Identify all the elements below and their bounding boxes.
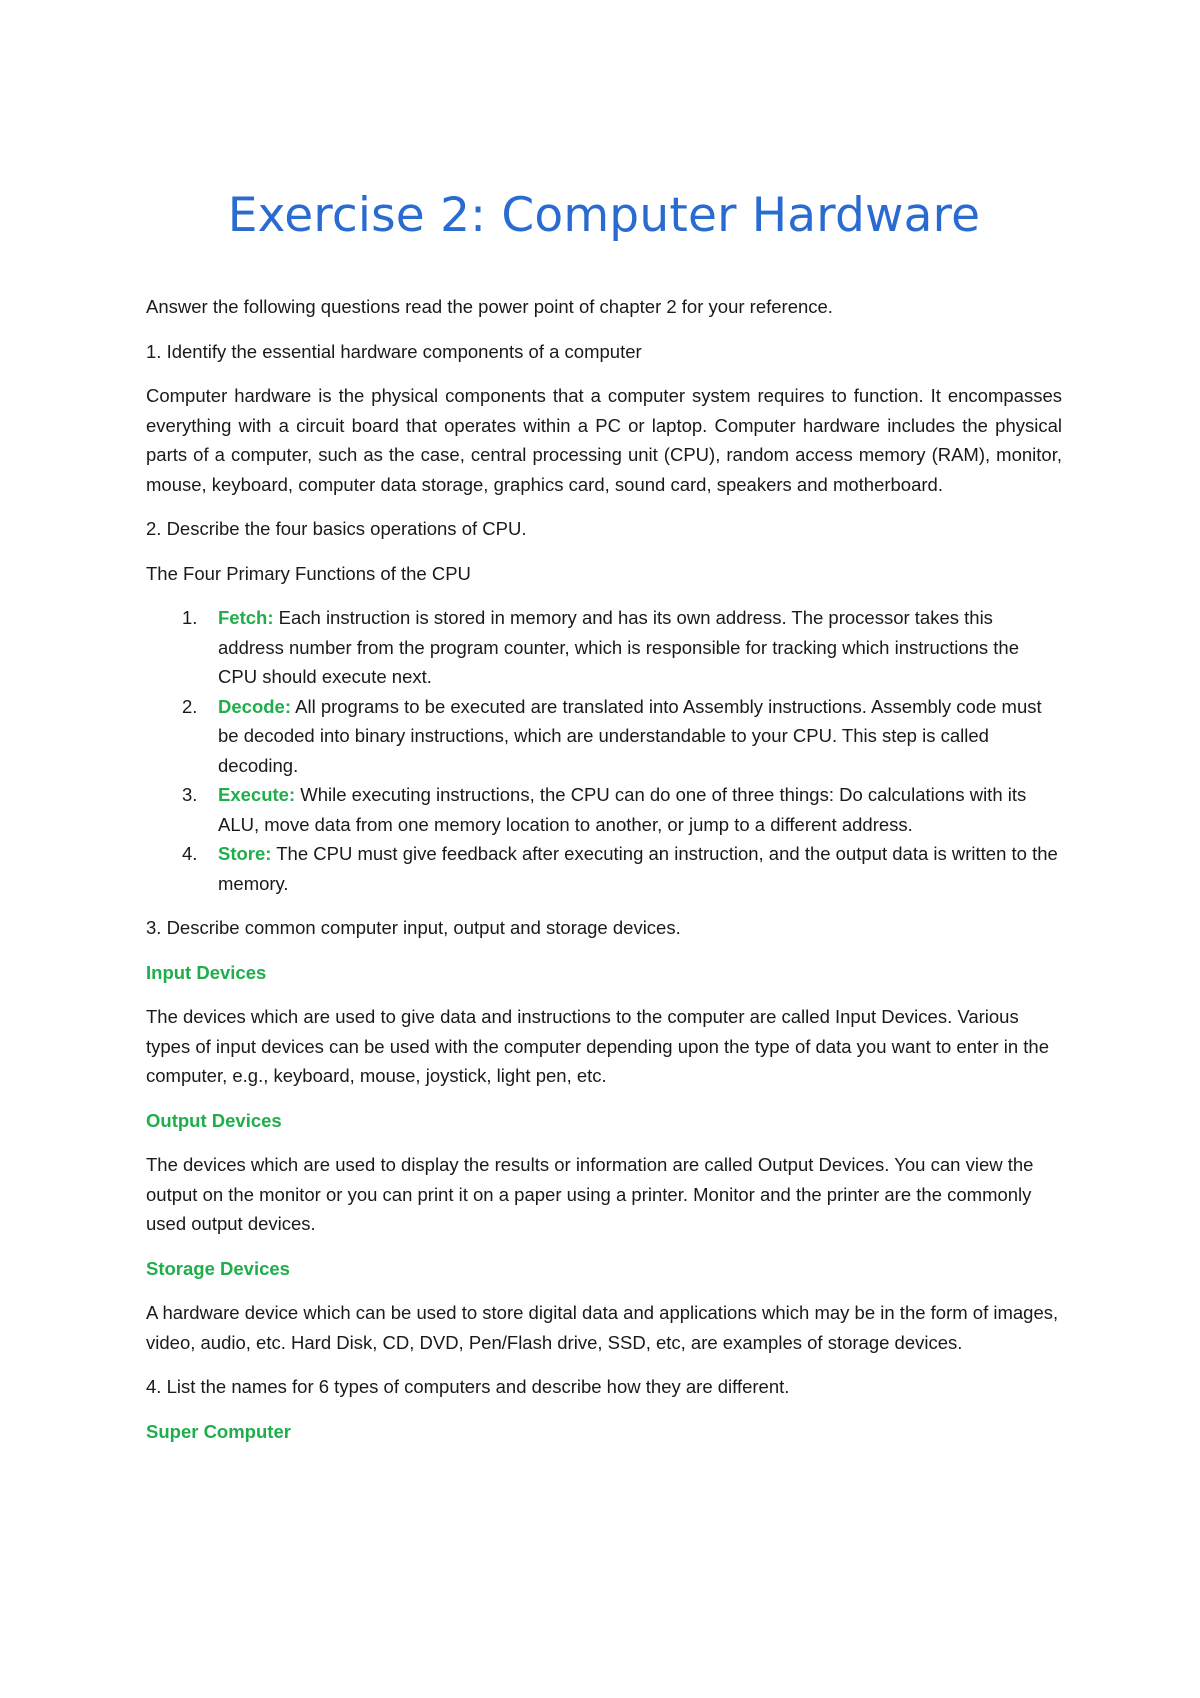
list-number: 4. (182, 843, 198, 864)
term-execute: Execute: (218, 784, 296, 805)
input-devices-heading: Input Devices (146, 961, 267, 983)
question-4: 4. List the names for 6 types of computers and describe how they are different. (146, 1376, 790, 1397)
term-decode: Decode: (218, 695, 291, 717)
term-store: Store: (218, 843, 272, 864)
input-devices-text: The devices which are used to give data and instructions to the computer are called Input Devices. Various types of input devices can be used with the computer depending upon the type of data you want to enter in the computer, e.g., keyboard, mouse, joystick, light pen, etc. (146, 1006, 1049, 1086)
storage-devices-text: A hardware device which can be used to store digital data and applications which may be in the form of images, video, audio, etc. Hard Disk, CD, DVD, Pen/Flash drive, SSD, etc, are examples of storage devices. (146, 1302, 1059, 1353)
list-item-execute (182, 780, 1062, 839)
question-1: 1. Identify the essential hardware components of a computer (146, 340, 642, 362)
cpu-functions-subtitle: The Four Primary Functions of the CPU (146, 562, 471, 584)
list-item-store (182, 839, 1062, 898)
list-item-text: Each instruction is stored in memory and has its own address. The processor takes this address number from the program counter, which is responsible for tracking which instructions the CPU should execute next. (218, 607, 1020, 687)
list-item-decode (182, 692, 1062, 781)
storage-devices-heading: Storage Devices (146, 1257, 290, 1279)
list-number: 3. (182, 784, 198, 805)
cpu-functions-list (146, 603, 1062, 898)
document-body (146, 292, 1062, 1461)
list-item-text: While executing instructions, the CPU can do one of three things: Do calculations with its ALU, move data from one memory location to another, or jump to a different address. (218, 784, 1027, 835)
output-devices-heading: Output Devices (146, 1109, 282, 1131)
intro-paragraph: Answer the following questions read the power point of chapter 2 for your reference. (146, 296, 833, 317)
output-devices-text: The devices which are used to display the results or information are called Output Devices. You can view the output on the monitor or you can print it on a paper using a printer. Monitor and the printer are the commonly used output devices. (146, 1154, 1034, 1234)
list-number: 2. (182, 695, 198, 717)
list-number: 1. (182, 607, 198, 628)
question-3: 3. Describe common computer input, output and storage devices. (146, 917, 681, 938)
answer-1: Computer hardware is the physical components that a computer system requires to function. It encompasses everything with a circuit board that operates within a PC or laptop. Computer hardware includes the physical parts of a computer, such as the case, central processing unit (CPU), random access memory (RAM), monitor, mouse, keyboard, computer data storage, graphics card, sound card, speakers and motherboard. (146, 385, 1062, 495)
list-item-fetch (182, 603, 1062, 692)
page-title: Exercise 2: Computer Hardware (227, 188, 981, 243)
list-item-text: The CPU must give feedback after executing an instruction, and the output data is written to the memory. (218, 843, 1058, 894)
question-2: 2. Describe the four basics operations of CPU. (146, 518, 527, 539)
term-fetch: Fetch: (218, 607, 274, 628)
super-computer-heading: Super Computer (146, 1420, 291, 1442)
list-item-text: All programs to be executed are translated into Assembly instructions. Assembly code must be decoded into binary instructions, which are understandable to your CPU. This step is called decoding. (218, 695, 1042, 776)
